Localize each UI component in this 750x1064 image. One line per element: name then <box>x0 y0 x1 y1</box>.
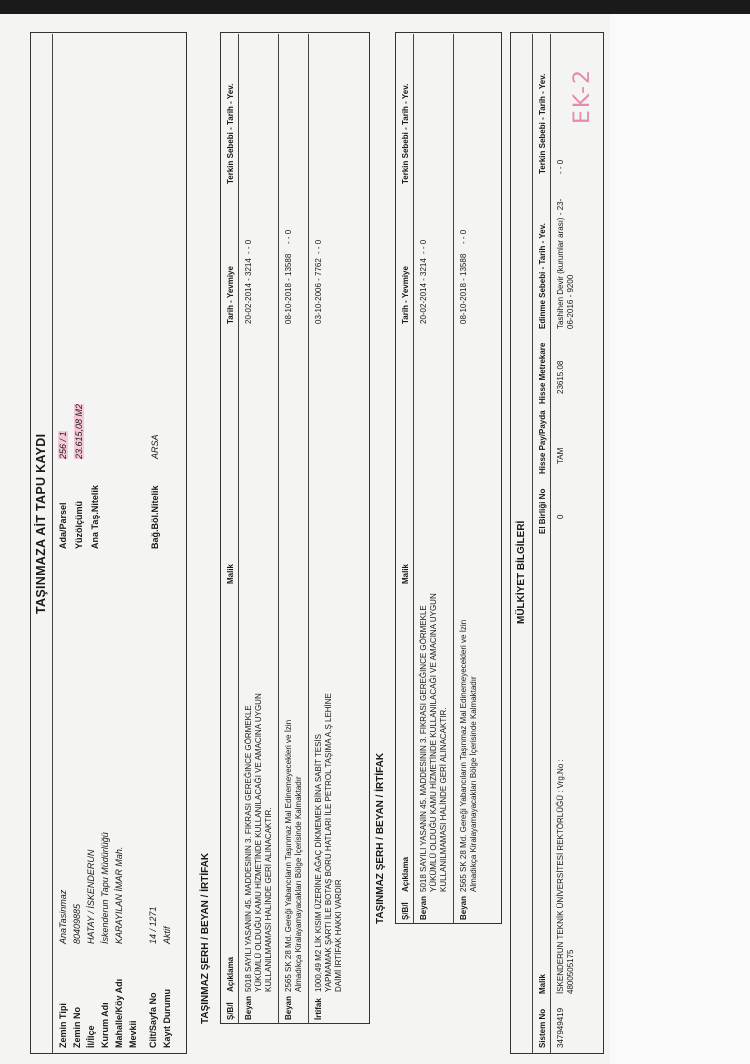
scan-edge <box>610 14 750 1064</box>
row-pay: TAM <box>556 447 565 464</box>
field-label: Bağ.Böl.Nitelik <box>150 485 160 549</box>
stamp-ek2: EK-2 <box>570 68 595 124</box>
col-desc: Açıklama <box>401 856 410 892</box>
field-label: Ada/Parsel <box>58 502 68 549</box>
col-pay: Hisse Pay/Payda <box>538 410 547 474</box>
row-desc: DAİMİ İRTİFAK HAKKI VARDIR <box>334 879 343 992</box>
row-cancel: - - 0 <box>556 159 565 174</box>
col-share: El Birliği No <box>538 488 547 534</box>
field-value: 256 / 1 <box>58 431 68 459</box>
col-owner: Malik <box>401 563 410 584</box>
row-owner: İSKENDERUN TEKNİK ÜNİVERSİTESİ REKTÖRLÜĞÜ : Vrg.No : <box>556 759 565 994</box>
field-label: Zemin No <box>72 1006 82 1048</box>
serh-table-2 <box>395 32 502 924</box>
field-label: Mevkii <box>128 1020 138 1048</box>
col-sys: Sistem No <box>538 1008 547 1048</box>
row-desc: 2565 SK 28 Md. Gereği Yabancıların Taşınmaz Mal Edinemeyecekleri ve İzin <box>459 619 468 892</box>
row-desc: 5018 SAYILI YASANIN 45. MADDESININ 3. FIKRASI GEREĞINCE GÖRMEKLE <box>244 705 253 992</box>
page-title: TAŞINMAZA AİT TAPU KAYDI <box>34 433 48 614</box>
col-cancel: Terkin Sebebi - Tarih - Yev. <box>538 73 547 174</box>
col-date: Tarih - Yevmiye <box>226 266 235 324</box>
row-cancel: - - 0 <box>284 229 293 244</box>
field-value: AnaTasinmaz <box>58 889 68 944</box>
field-value: 14 / 1271 <box>148 906 158 944</box>
row-m2: 23615.08 <box>556 360 565 394</box>
row-desc: KULLANILMAMASI HALİNDE GERİ ALINACAKTIR. <box>439 707 448 892</box>
row-date: 03-10-2006 - 7762 <box>314 258 323 324</box>
field-label: Kurum Adı <box>100 1002 110 1048</box>
row-share: 0 <box>556 514 565 519</box>
row-desc: KULLANILMAMASI HALİNDE GERİ ALINACAKTIR. <box>264 807 273 992</box>
field-label: İl/İlçe <box>86 1025 96 1048</box>
row-type: Beyan <box>419 895 428 920</box>
section-title-serh-1: TAŞINMAZ ŞERH / BEYAN / İRTİFAK <box>200 852 211 1024</box>
col-m2: Hisse Metrekare <box>538 342 547 404</box>
row-cancel: - - 0 <box>419 239 428 254</box>
field-label: Cilt/Sayfa No <box>148 992 158 1048</box>
col-type: Ş/B/İ <box>226 1002 235 1020</box>
col-desc: Açıklama <box>226 956 235 992</box>
row-cancel: - - 0 <box>244 239 253 254</box>
row-type: Beyan <box>284 995 293 1020</box>
field-label: Zemin Tipi <box>58 1003 68 1048</box>
row-acq: 06-2016 - 9200 <box>566 274 575 329</box>
row-acq: Tashihen Devir (kurumlar arası) - 23- <box>556 198 565 329</box>
row-date: 20-02-2014 - 3214 <box>419 258 428 324</box>
row-vrg: 4800505175 <box>566 949 575 994</box>
row-desc: Almadıkça Kiralayamayacakları Bölge İçerisinde Kalmaktadır <box>469 676 478 892</box>
col-acq: Edinme Sebebi - Tarih - Yev. <box>538 223 547 329</box>
row-type: Beyan <box>459 895 468 920</box>
row-cancel: - - 0 <box>314 239 323 254</box>
row-desc: YAPMAMAK ŞARTI İLE BOTAŞ BORU HATLARI İLE PETROL TAŞIMA A.Ş LEHİNE <box>324 693 333 992</box>
top-bar <box>0 0 750 14</box>
row-type: Beyan <box>244 995 253 1020</box>
col-date: Tarih - Yevmiye <box>401 266 410 324</box>
row-sys: 347949419 <box>556 1007 565 1048</box>
section-title-serh-2: TAŞINMAZ ŞERH / BEYAN / İRTİFAK <box>375 752 386 924</box>
row-desc: 5018 SAYILI YASANIN 45. MADDESININ 3. FIKRASI GEREĞINCE GÖRMEKLE <box>419 605 428 892</box>
row-date: 20-02-2014 - 3214 <box>244 258 253 324</box>
field-value: Aktif <box>162 926 172 944</box>
row-desc: YÜKÜMLÜ OLDUĞU KAMU HİZMETİNDE KULLANILACAĞI VE AMACINA UYGUN <box>254 693 263 992</box>
title-deed-document <box>10 24 610 1054</box>
row-type: İrtifak <box>314 998 323 1020</box>
row-date: 08-10-2018 - 13588 <box>459 253 468 324</box>
field-value: 80409885 <box>72 903 82 944</box>
row-cancel: - - 0 <box>459 229 468 244</box>
col-owner: Malik <box>538 973 547 994</box>
col-cancel: Terkin Sebebi - Tarih - Yev. <box>226 83 235 184</box>
col-owner: Malik <box>226 563 235 584</box>
field-value: KARAYILAN İMAR Mah. <box>114 846 124 944</box>
row-desc: 1000,49 M2 LİK KISIM ÜZERİNE AĞAÇ DİKMEMEK BİNA SABİT TESİS <box>314 733 323 992</box>
col-type: Ş/B/İ <box>401 902 410 920</box>
row-desc: YÜKÜMLÜ OLDUĞU KAMU HİZMETİNDE KULLANILACAĞI VE AMACINA UYGUN <box>429 593 438 892</box>
field-value: İskenderun Tapu Müdürlüğü <box>100 832 110 944</box>
field-label: Ana Taş.Nitelik <box>90 485 100 549</box>
section-title-ownership: MÜLKİYET BİLGİLERİ <box>516 520 527 624</box>
field-label: Mahalle/Köy Adı <box>114 978 124 1048</box>
field-value: ARSA <box>150 434 160 459</box>
field-label: Yüzölçümü <box>74 500 84 549</box>
field-label: Kayıt Durumu <box>162 988 172 1048</box>
field-value: HATAY / İSKENDERUN <box>86 849 96 944</box>
row-desc: Almadıkça Kiralayamayacakları Bölge İçerisinde Kalmaktadır <box>294 776 303 992</box>
row-date: 08-10-2018 - 13588 <box>284 253 293 324</box>
col-cancel: Terkin Sebebi - Tarih - Yev. <box>401 83 410 184</box>
row-desc: 2565 SK 28 Md. Gereği Yabancıların Taşınmaz Mal Edinemeyecekleri ve İzin <box>284 719 293 992</box>
field-value: 23.615,08 M2 <box>74 403 84 459</box>
